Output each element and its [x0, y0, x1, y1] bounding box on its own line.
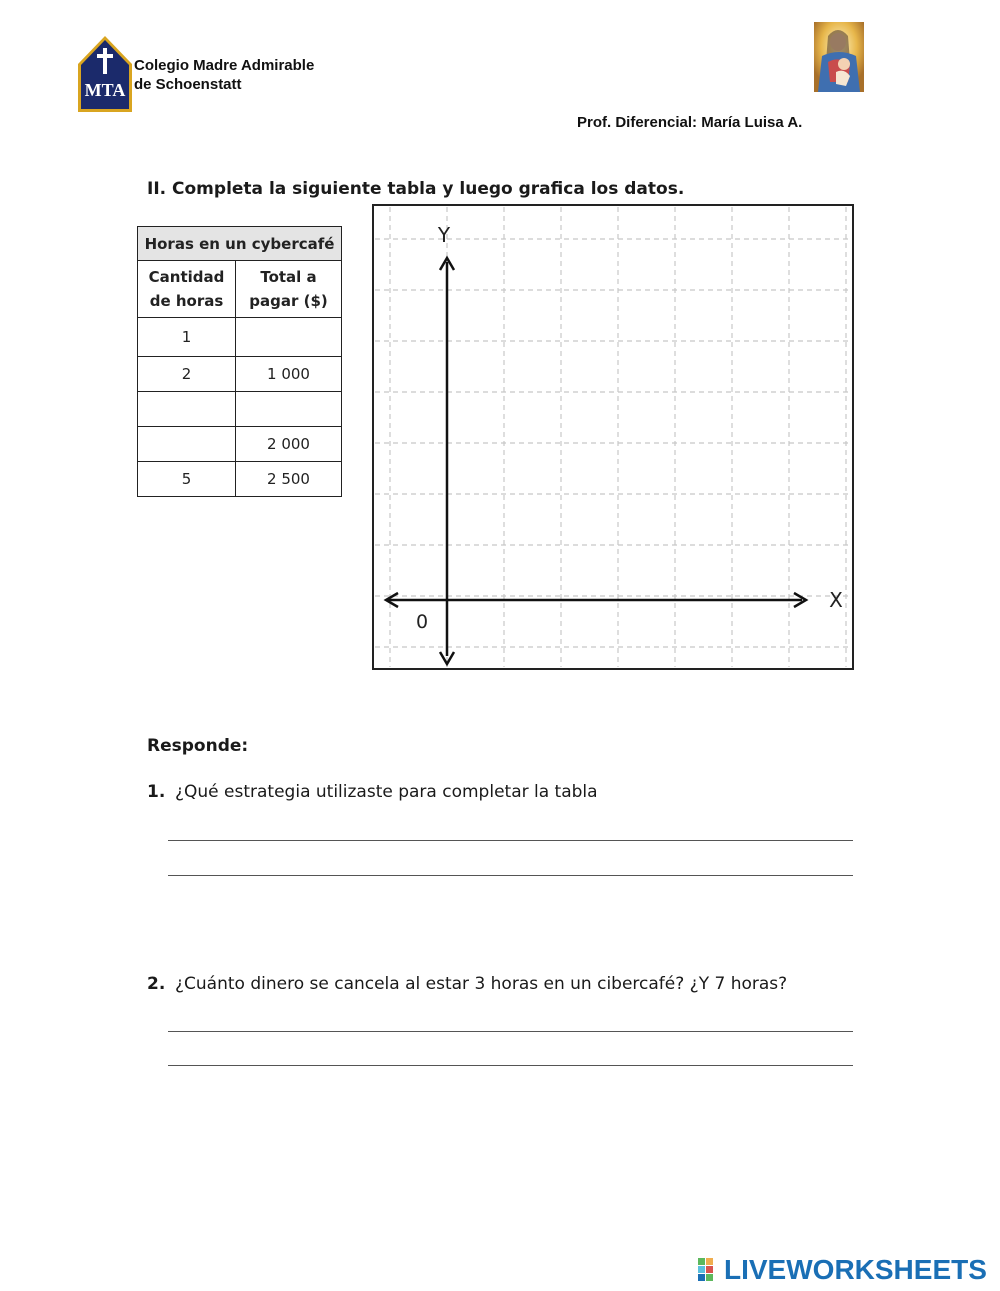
cell-total[interactable]: 2 500 [236, 462, 342, 497]
table-row [138, 462, 342, 497]
liveworksheets-brand: LIVEWORKSHEETS [724, 1254, 987, 1285]
col-header-hours-line1: Cantidad [148, 268, 225, 286]
x-axis-label: X [829, 588, 843, 612]
answer-line-q1-a[interactable] [168, 840, 853, 841]
school-name-line1: Colegio Madre Admirable [134, 57, 315, 74]
table-row [138, 392, 342, 427]
answer-line-q2-a[interactable] [168, 1031, 853, 1032]
responde-heading: Responde: [147, 736, 249, 756]
question-2-text: ¿Cuánto dinero se cancela al estar 3 horas en un cibercafé? ¿Y 7 horas? [175, 974, 788, 994]
question-1-number: 1. [147, 782, 166, 802]
origin-label: 0 [415, 611, 429, 633]
school-name-line2: de Schoenstatt [134, 76, 242, 93]
col-header-total-line2: pagar ($) [249, 292, 328, 310]
table-row [138, 357, 342, 392]
cell-hours[interactable]: 2 [138, 357, 236, 392]
col-header-hours-line2: de horas [149, 292, 224, 310]
cell-hours[interactable]: 1 [138, 318, 236, 357]
school-logo [74, 34, 136, 116]
madonna-portrait [814, 22, 864, 92]
col-header-total-line1: Total a [260, 268, 317, 286]
col-header-total [236, 261, 342, 318]
logo-letters: MTA [84, 80, 126, 100]
answer-line-q2-b[interactable] [168, 1065, 853, 1066]
hours-table [137, 226, 342, 497]
question-1-text: ¿Qué estrategia utilizaste para completar la tabla [175, 782, 598, 802]
question-2-number: 2. [147, 974, 166, 994]
col-header-hours [138, 261, 236, 318]
question-1 [147, 782, 598, 802]
table-row [138, 427, 342, 462]
cell-hours[interactable] [138, 427, 236, 462]
answer-line-q1-b[interactable] [168, 875, 853, 876]
liveworksheets-icon [698, 1258, 722, 1282]
cell-total[interactable]: 2 000 [236, 427, 342, 462]
section-title: II. Completa la siguiente tabla y luego grafica los datos. [147, 179, 685, 199]
table-row [138, 318, 342, 357]
teacher-name: Prof. Diferencial: María Luisa A. [577, 114, 803, 131]
y-axis-label: Y [437, 223, 451, 247]
question-2 [147, 974, 787, 994]
cell-hours[interactable] [138, 392, 236, 427]
cell-total[interactable] [236, 392, 342, 427]
table-caption: Horas en un cybercafé [138, 227, 342, 261]
cell-total[interactable]: 1 000 [236, 357, 342, 392]
cell-total[interactable] [236, 318, 342, 357]
cell-hours[interactable]: 5 [138, 462, 236, 497]
coordinate-grid[interactable] [372, 204, 854, 670]
